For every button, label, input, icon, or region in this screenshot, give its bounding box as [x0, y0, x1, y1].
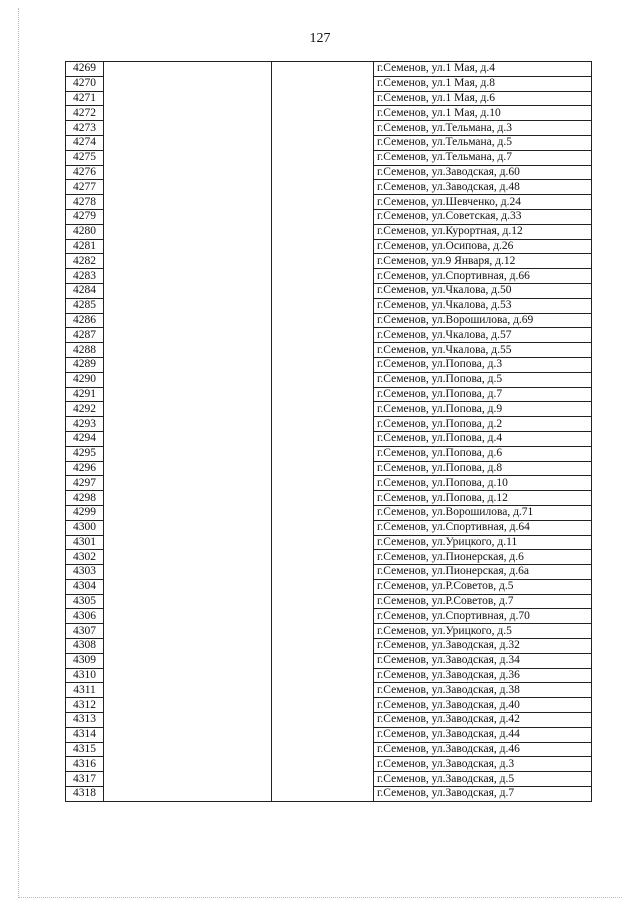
- row-number: 4300: [66, 520, 104, 535]
- address-cell: г.Семенов, ул.Чкалова, д.50: [374, 283, 592, 298]
- empty-cell: [104, 565, 272, 580]
- address-cell: г.Семенов, ул.Заводская, д.32: [374, 639, 592, 654]
- row-number: 4273: [66, 121, 104, 136]
- table-row: [66, 357, 592, 372]
- row-number: 4311: [66, 683, 104, 698]
- empty-cell: [272, 180, 374, 195]
- empty-cell: [272, 535, 374, 550]
- table-row: [66, 313, 592, 328]
- empty-cell: [272, 609, 374, 624]
- row-number: 4314: [66, 727, 104, 742]
- empty-cell: [272, 520, 374, 535]
- row-number: 4309: [66, 653, 104, 668]
- row-number: 4279: [66, 209, 104, 224]
- empty-cell: [272, 461, 374, 476]
- table-row: [66, 535, 592, 550]
- row-number: 4281: [66, 239, 104, 254]
- table-row: [66, 505, 592, 520]
- empty-cell: [272, 727, 374, 742]
- table-row: [66, 298, 592, 313]
- table-row: [66, 283, 592, 298]
- empty-cell: [272, 283, 374, 298]
- row-number: 4305: [66, 594, 104, 609]
- empty-cell: [272, 742, 374, 757]
- empty-cell: [104, 372, 272, 387]
- empty-cell: [272, 372, 374, 387]
- empty-cell: [272, 402, 374, 417]
- table-row: [66, 135, 592, 150]
- row-number: 4301: [66, 535, 104, 550]
- empty-cell: [272, 121, 374, 136]
- row-number: 4299: [66, 505, 104, 520]
- empty-cell: [272, 209, 374, 224]
- table-row: [66, 683, 592, 698]
- row-number: 4315: [66, 742, 104, 757]
- row-number: 4293: [66, 417, 104, 432]
- address-cell: г.Семенов, ул.Попова, д.2: [374, 417, 592, 432]
- table-row: [66, 624, 592, 639]
- empty-cell: [272, 254, 374, 269]
- row-number: 4289: [66, 357, 104, 372]
- address-cell: г.Семенов, ул.Советская, д.33: [374, 209, 592, 224]
- table-row: [66, 254, 592, 269]
- empty-cell: [104, 224, 272, 239]
- table-row: [66, 224, 592, 239]
- row-number: 4313: [66, 713, 104, 728]
- empty-cell: [104, 772, 272, 787]
- row-number: 4286: [66, 313, 104, 328]
- address-cell: г.Семенов, ул.1 Мая, д.6: [374, 91, 592, 106]
- table-row: [66, 209, 592, 224]
- address-cell: г.Семенов, ул.Тельмана, д.5: [374, 135, 592, 150]
- table-row: [66, 579, 592, 594]
- empty-cell: [104, 535, 272, 550]
- empty-cell: [104, 209, 272, 224]
- address-cell: г.Семенов, ул.Урицкого, д.11: [374, 535, 592, 550]
- address-cell: г.Семенов, ул.Заводская, д.44: [374, 727, 592, 742]
- address-cell: г.Семенов, ул.Р.Советов, д.5: [374, 579, 592, 594]
- table-row: [66, 787, 592, 802]
- address-cell: г.Семенов, ул.Чкалова, д.57: [374, 328, 592, 343]
- address-cell: г.Семенов, ул.Попова, д.7: [374, 387, 592, 402]
- table-row: [66, 106, 592, 121]
- scan-edge-left: [18, 8, 19, 898]
- empty-cell: [272, 343, 374, 358]
- row-number: 4287: [66, 328, 104, 343]
- empty-cell: [104, 698, 272, 713]
- empty-cell: [104, 239, 272, 254]
- empty-cell: [272, 683, 374, 698]
- table-row: [66, 727, 592, 742]
- address-cell: г.Семенов, ул.Тельмана, д.3: [374, 121, 592, 136]
- table-row: [66, 491, 592, 506]
- empty-cell: [272, 357, 374, 372]
- empty-cell: [104, 787, 272, 802]
- empty-cell: [272, 150, 374, 165]
- row-number: 4310: [66, 668, 104, 683]
- row-number: 4288: [66, 343, 104, 358]
- address-cell: г.Семенов, ул.Заводская, д.60: [374, 165, 592, 180]
- empty-cell: [272, 165, 374, 180]
- table-row: [66, 565, 592, 580]
- empty-cell: [272, 579, 374, 594]
- empty-cell: [272, 239, 374, 254]
- address-cell: г.Семенов, ул.Чкалова, д.53: [374, 298, 592, 313]
- empty-cell: [272, 106, 374, 121]
- row-number: 4306: [66, 609, 104, 624]
- table-row: [66, 343, 592, 358]
- address-cell: г.Семенов, ул.Попова, д.5: [374, 372, 592, 387]
- empty-cell: [104, 343, 272, 358]
- empty-cell: [272, 135, 374, 150]
- empty-cell: [272, 446, 374, 461]
- empty-cell: [104, 76, 272, 91]
- address-cell: г.Семенов, ул.Заводская, д.36: [374, 668, 592, 683]
- empty-cell: [104, 298, 272, 313]
- empty-cell: [272, 491, 374, 506]
- address-cell: г.Семенов, ул.Осипова, д.26: [374, 239, 592, 254]
- row-number: 4302: [66, 550, 104, 565]
- table-row: [66, 476, 592, 491]
- row-number: 4317: [66, 772, 104, 787]
- empty-cell: [272, 269, 374, 284]
- table-row: [66, 653, 592, 668]
- empty-cell: [272, 713, 374, 728]
- empty-cell: [272, 772, 374, 787]
- row-number: 4285: [66, 298, 104, 313]
- empty-cell: [272, 76, 374, 91]
- empty-cell: [104, 491, 272, 506]
- row-number: 4271: [66, 91, 104, 106]
- row-number: 4270: [66, 76, 104, 91]
- empty-cell: [104, 180, 272, 195]
- table-row: [66, 91, 592, 106]
- empty-cell: [272, 328, 374, 343]
- address-cell: г.Семенов, ул.Шевченко, д.24: [374, 195, 592, 210]
- empty-cell: [104, 683, 272, 698]
- empty-cell: [272, 91, 374, 106]
- table-row: [66, 239, 592, 254]
- empty-cell: [104, 668, 272, 683]
- row-number: 4308: [66, 639, 104, 654]
- empty-cell: [104, 135, 272, 150]
- table-row: [66, 76, 592, 91]
- empty-cell: [272, 195, 374, 210]
- address-cell: г.Семенов, ул.Курортная, д.12: [374, 224, 592, 239]
- scan-edge-bottom: [18, 897, 622, 898]
- row-number: 4275: [66, 150, 104, 165]
- row-number: 4272: [66, 106, 104, 121]
- table-row: [66, 639, 592, 654]
- table-row: [66, 417, 592, 432]
- table-row: [66, 446, 592, 461]
- address-cell: г.Семенов, ул.Пионерская, д.6: [374, 550, 592, 565]
- table-row: [66, 328, 592, 343]
- empty-cell: [272, 431, 374, 446]
- row-number: 4276: [66, 165, 104, 180]
- address-cell: г.Семенов, ул.Ворошилова, д.71: [374, 505, 592, 520]
- row-number: 4303: [66, 565, 104, 580]
- empty-cell: [272, 565, 374, 580]
- row-number: 4274: [66, 135, 104, 150]
- empty-cell: [104, 476, 272, 491]
- empty-cell: [104, 387, 272, 402]
- address-cell: г.Семенов, ул.Попова, д.6: [374, 446, 592, 461]
- empty-cell: [104, 639, 272, 654]
- table-row: [66, 757, 592, 772]
- row-number: 4278: [66, 195, 104, 210]
- row-number: 4318: [66, 787, 104, 802]
- row-number: 4297: [66, 476, 104, 491]
- row-number: 4277: [66, 180, 104, 195]
- table-row: [66, 121, 592, 136]
- row-number: 4294: [66, 431, 104, 446]
- empty-cell: [104, 254, 272, 269]
- address-cell: г.Семенов, ул.Урицкого, д.5: [374, 624, 592, 639]
- table-row: [66, 195, 592, 210]
- table-row: [66, 594, 592, 609]
- empty-cell: [104, 579, 272, 594]
- empty-cell: [272, 787, 374, 802]
- table-row: [66, 150, 592, 165]
- empty-cell: [104, 653, 272, 668]
- address-cell: г.Семенов, ул.Р.Советов, д.7: [374, 594, 592, 609]
- empty-cell: [104, 91, 272, 106]
- address-cell: г.Семенов, ул.Заводская, д.34: [374, 653, 592, 668]
- row-number: 4291: [66, 387, 104, 402]
- empty-cell: [104, 431, 272, 446]
- table-row: [66, 550, 592, 565]
- address-cell: г.Семенов, ул.Заводская, д.38: [374, 683, 592, 698]
- address-cell: г.Семенов, ул.Заводская, д.42: [374, 713, 592, 728]
- empty-cell: [104, 402, 272, 417]
- address-cell: г.Семенов, ул.Заводская, д.3: [374, 757, 592, 772]
- empty-cell: [104, 713, 272, 728]
- address-cell: г.Семенов, ул.1 Мая, д.10: [374, 106, 592, 121]
- address-cell: г.Семенов, ул.Заводская, д.46: [374, 742, 592, 757]
- address-cell: г.Семенов, ул.Заводская, д.40: [374, 698, 592, 713]
- empty-cell: [272, 224, 374, 239]
- row-number: 4292: [66, 402, 104, 417]
- address-table: [65, 61, 592, 802]
- address-cell: г.Семенов, ул.Попова, д.8: [374, 461, 592, 476]
- empty-cell: [104, 727, 272, 742]
- row-number: 4280: [66, 224, 104, 239]
- empty-cell: [104, 550, 272, 565]
- empty-cell: [272, 594, 374, 609]
- empty-cell: [104, 150, 272, 165]
- empty-cell: [104, 328, 272, 343]
- empty-cell: [104, 195, 272, 210]
- empty-cell: [104, 313, 272, 328]
- empty-cell: [104, 757, 272, 772]
- row-number: 4296: [66, 461, 104, 476]
- table-row: [66, 62, 592, 77]
- row-number: 4312: [66, 698, 104, 713]
- table-row: [66, 387, 592, 402]
- empty-cell: [104, 742, 272, 757]
- table-row: [66, 742, 592, 757]
- address-cell: г.Семенов, ул.Попова, д.4: [374, 431, 592, 446]
- address-cell: г.Семенов, ул.Спортивная, д.70: [374, 609, 592, 624]
- address-cell: г.Семенов, ул.1 Мая, д.4: [374, 62, 592, 77]
- table-row: [66, 165, 592, 180]
- row-number: 4284: [66, 283, 104, 298]
- empty-cell: [272, 476, 374, 491]
- empty-cell: [272, 387, 374, 402]
- table-row: [66, 609, 592, 624]
- address-cell: г.Семенов, ул.Заводская, д.5: [374, 772, 592, 787]
- row-number: 4290: [66, 372, 104, 387]
- empty-cell: [272, 624, 374, 639]
- address-cell: г.Семенов, ул.Попова, д.12: [374, 491, 592, 506]
- empty-cell: [272, 550, 374, 565]
- table-row: [66, 713, 592, 728]
- empty-cell: [272, 505, 374, 520]
- address-cell: г.Семенов, ул.Ворошилова, д.69: [374, 313, 592, 328]
- empty-cell: [104, 609, 272, 624]
- empty-cell: [104, 283, 272, 298]
- empty-cell: [104, 357, 272, 372]
- empty-cell: [104, 269, 272, 284]
- address-cell: г.Семенов, ул.1 Мая, д.8: [374, 76, 592, 91]
- address-table-body: [66, 62, 592, 802]
- table-row: [66, 372, 592, 387]
- page-number: 127: [309, 31, 331, 46]
- address-cell: г.Семенов, ул.Попова, д.9: [374, 402, 592, 417]
- address-cell: г.Семенов, ул.Заводская, д.7: [374, 787, 592, 802]
- empty-cell: [104, 165, 272, 180]
- address-cell: г.Семенов, ул.Попова, д.3: [374, 357, 592, 372]
- table-row: [66, 431, 592, 446]
- empty-cell: [272, 757, 374, 772]
- address-cell: г.Семенов, ул.Чкалова, д.55: [374, 343, 592, 358]
- address-cell: г.Семенов, ул.Заводская, д.48: [374, 180, 592, 195]
- address-cell: г.Семенов, ул.Спортивная, д.64: [374, 520, 592, 535]
- empty-cell: [272, 313, 374, 328]
- address-cell: г.Семенов, ул.Попова, д.10: [374, 476, 592, 491]
- empty-cell: [104, 624, 272, 639]
- empty-cell: [104, 106, 272, 121]
- empty-cell: [104, 417, 272, 432]
- empty-cell: [272, 62, 374, 77]
- address-cell: г.Семенов, ул.Спортивная, д.66: [374, 269, 592, 284]
- table-row: [66, 269, 592, 284]
- table-row: [66, 180, 592, 195]
- empty-cell: [104, 62, 272, 77]
- table-row: [66, 668, 592, 683]
- row-number: 4307: [66, 624, 104, 639]
- address-cell: г.Семенов, ул.Тельмана, д.7: [374, 150, 592, 165]
- empty-cell: [272, 668, 374, 683]
- address-cell: г.Семенов, ул.Пионерская, д.6а: [374, 565, 592, 580]
- address-cell: г.Семенов, ул.9 Января, д.12: [374, 254, 592, 269]
- empty-cell: [104, 594, 272, 609]
- row-number: 4316: [66, 757, 104, 772]
- table-row: [66, 772, 592, 787]
- empty-cell: [272, 653, 374, 668]
- empty-cell: [104, 520, 272, 535]
- empty-cell: [104, 461, 272, 476]
- table-row: [66, 520, 592, 535]
- empty-cell: [104, 446, 272, 461]
- row-number: 4304: [66, 579, 104, 594]
- empty-cell: [104, 121, 272, 136]
- row-number: 4298: [66, 491, 104, 506]
- empty-cell: [104, 505, 272, 520]
- table-row: [66, 698, 592, 713]
- row-number: 4269: [66, 62, 104, 77]
- empty-cell: [272, 698, 374, 713]
- row-number: 4282: [66, 254, 104, 269]
- row-number: 4295: [66, 446, 104, 461]
- empty-cell: [272, 417, 374, 432]
- empty-cell: [272, 639, 374, 654]
- row-number: 4283: [66, 269, 104, 284]
- table-row: [66, 402, 592, 417]
- table-row: [66, 461, 592, 476]
- empty-cell: [272, 298, 374, 313]
